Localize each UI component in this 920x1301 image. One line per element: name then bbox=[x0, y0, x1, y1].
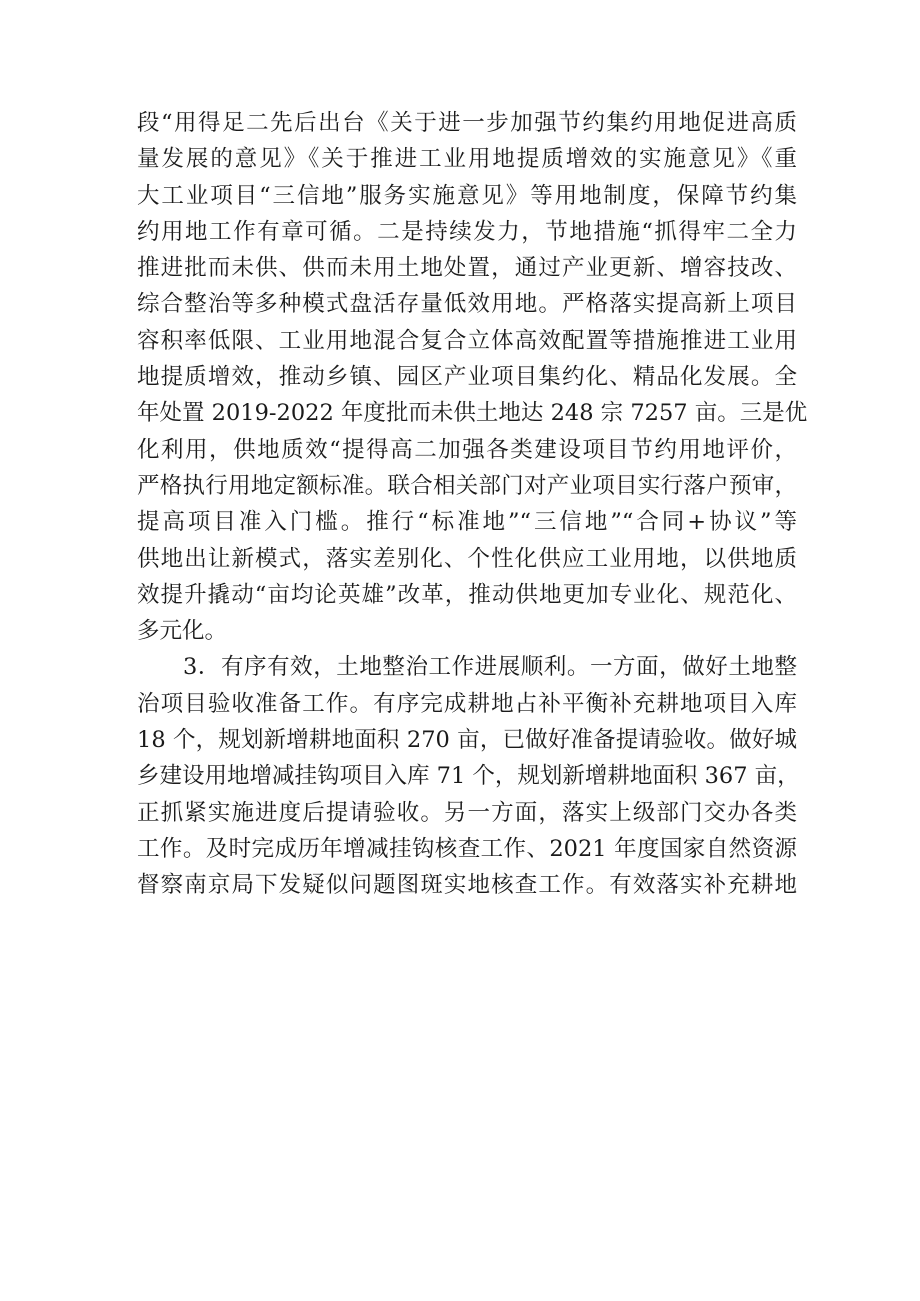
text-line: 综合整治等多种模式盘活存量低效用地。严格落实提高新上项目 bbox=[137, 291, 797, 318]
text-line: 督察南京局下发疑似问题图斑实地核查工作。有效落实补充耕地 bbox=[137, 872, 797, 899]
text-line: 多元化。 bbox=[137, 618, 228, 645]
text-line: 约用地工作有章可循。二是持续发力，节地措施“抓得牢二全力 bbox=[137, 218, 797, 245]
text-line: 正抓紧实施进度后提请验收。另一方面，落实上级部门交办各类 bbox=[137, 799, 797, 826]
text-line: 效提升撬动“亩均论英雄”改革，推动供地更加专业化、规范化、 bbox=[137, 581, 797, 608]
text-line: 治项目验收准备工作。有序完成耕地占补平衡补充耕地项目入库 bbox=[137, 690, 797, 717]
text-line: 段“用得足二先后出台《关于进一步加强节约集约用地促进高质 bbox=[137, 110, 797, 136]
body-text bbox=[137, 105, 808, 904]
section-heading-line: 3．有序有效，土地整治工作进展顺利。一方面，做好土地整 bbox=[183, 654, 797, 681]
text-line: 提高项目准入门槛。推行“标准地”“三信地”“合同+协议”等 bbox=[137, 509, 797, 536]
text-line: 化利用，供地质效“提得高二加强各类建设项目节约用地评价， bbox=[137, 436, 797, 463]
text-line: 工作。及时完成历年增减挂钩核查工作、2021 年度国家自然资源 bbox=[137, 835, 797, 862]
text-line: 年处置 2019-2022 年度批而未供土地达 248 宗 7257 亩。三是优 bbox=[137, 400, 808, 427]
text-line: 推进批而未供、供而未用土地处置，通过产业更新、增容技改、 bbox=[137, 255, 797, 282]
text-line: 地提质增效，推动乡镇、园区产业项目集约化、精品化发展。全 bbox=[137, 364, 797, 391]
text-line: 乡建设用地增减挂钩项目入库 71 个，规划新增耕地面积 367 亩， bbox=[137, 763, 800, 790]
text-line: 大工业项目“三信地”服务实施意见》等用地制度，保障节约集 bbox=[137, 182, 797, 209]
text-line: 量发展的意见》《关于推进工业用地提质增效的实施意见》《重 bbox=[137, 146, 797, 173]
text-line: 容积率低限、工业用地混合复合立体高效配置等措施推进工业用 bbox=[137, 327, 797, 354]
text-line: 严格执行用地定额标准。联合相关部门对产业项目实行落户预审， bbox=[137, 472, 797, 499]
text-line: 供地出让新模式，落实差别化、个性化供应工业用地，以供地质 bbox=[137, 545, 797, 572]
text-line: 18 个，规划新增耕地面积 270 亩，已做好准备提请验收。做好城 bbox=[137, 727, 797, 754]
